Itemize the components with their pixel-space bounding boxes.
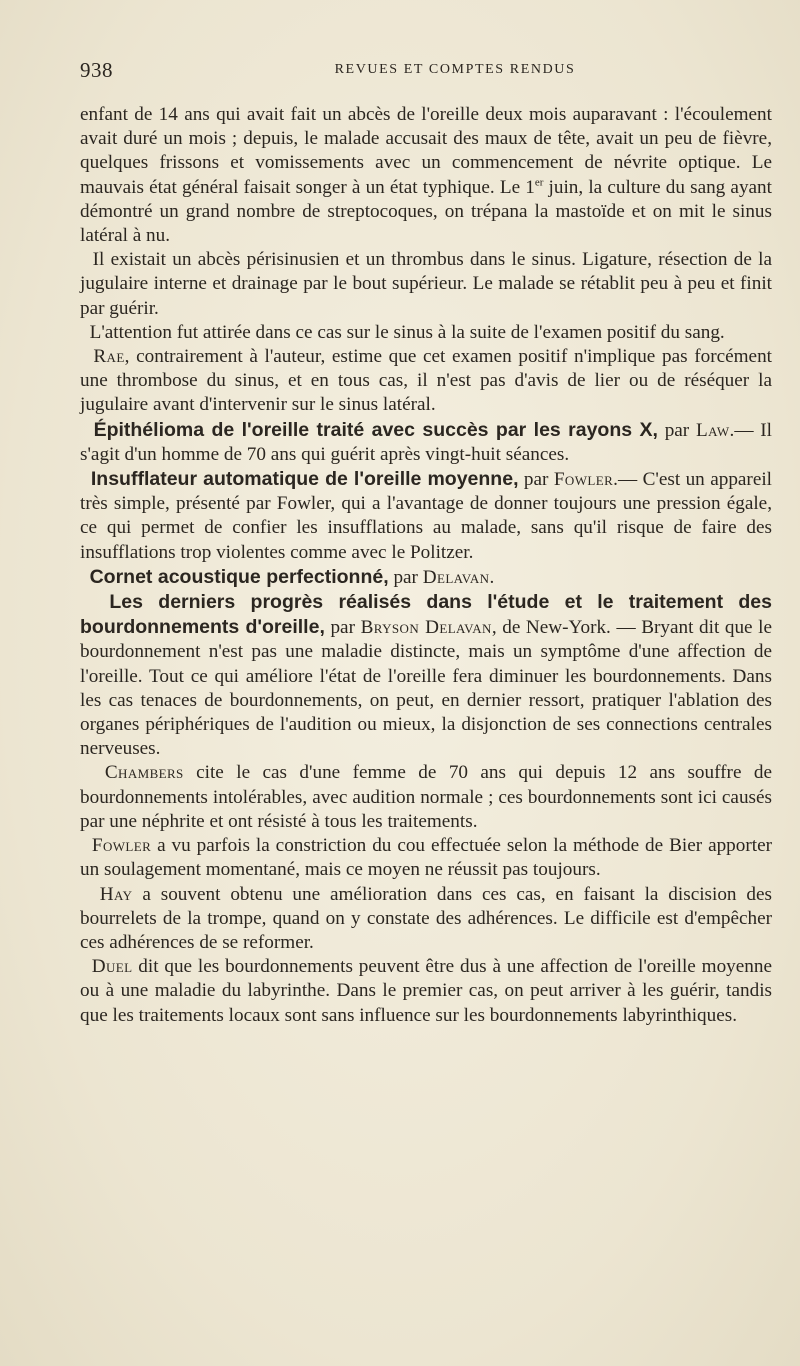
paragraph-text: par [518, 469, 554, 491]
paragraph-9 [80, 761, 772, 834]
author-name: Duel [91, 956, 133, 978]
paragraph-text: enfant de 14 ans qui avait fait un abcès de l'oreille deux mois auparavant : l'écoulement avait duré un mois ; depuis, le malade accusait des maux de tête, avait un peu de fièvre, quelques frissons et vomissements avec un commencement de névrite optique. Le mauvais état général faisait songer à un état typhique. Le 1 [80, 104, 772, 198]
author-name: Delavan [422, 566, 490, 588]
running-head: REVUES ET COMPTES RENDUS [334, 62, 576, 77]
paragraph-text: cite le cas d'une femme de 70 ans qui depuis 12 ans souffre de bourdonnements intolérables, avec audition normale ; ces bourdonnements sont ici causés par une néphrite et ont résisté à tous les traitements. [80, 762, 772, 832]
section-title: Épithélioma de l'oreille traité avec succès par les rayons X, [93, 418, 658, 441]
section-title: Insufflateur automatique de l'oreille moyenne, [90, 468, 519, 491]
author-name: Rae [93, 346, 125, 368]
paragraph-text: . [489, 566, 495, 588]
paragraph-10 [80, 834, 772, 882]
paragraph-7 [80, 565, 772, 590]
author-name: Fowler [553, 469, 614, 491]
author-name: Law [695, 419, 730, 441]
author-name: Fowler [91, 835, 152, 857]
paragraph-text: par [324, 617, 361, 639]
paragraph-3 [80, 321, 772, 345]
paragraph-text: juin, la culture du sang ayant démontré un grand nombre de streptocoques, on trépana la mastoïde et on mit le sinus latéral à nu. [80, 176, 772, 247]
paragraph-text: Il existait un abcès périsinusien et un thrombus dans le sinus. Ligature, résection de la jugulaire interne et drainage par le bout supérieur. Le malade se rétablit peu à peu et finit par guérir. [80, 249, 773, 319]
paragraph-1 [80, 103, 772, 248]
paragraph-text: par [388, 566, 423, 588]
paragraph-text: .— Il s'agit d'un homme de 70 ans qui guérit après vingt-huit séances. [80, 419, 773, 465]
paragraph-text: .— C'est un appareil très simple, présenté par Fowler, qui a l'avantage de donner toujours une pression égale, ce qui permet de confier les insufflations au malade, sans qu'il risque de faire des insufflations trop violentes comme avec le Politzer. [80, 469, 772, 563]
author-name: Hay [99, 883, 133, 905]
paragraph-text: L'attention fut attirée dans ce cas sur le sinus à la suite de l'examen positif du sang. [89, 321, 725, 343]
author-name: Chambers [104, 762, 184, 784]
paragraph-2 [80, 248, 772, 321]
paragraph-11 [80, 883, 772, 956]
section-title: Cornet acoustique perfectionné, [89, 565, 389, 588]
author-name: Bryson Delavan [360, 617, 492, 639]
page-header [80, 58, 770, 88]
paragraph-6 [80, 467, 772, 565]
paragraph-text: , contrairement à l'auteur, estime que cet examen positif n'implique pas forcément une thrombose du sinus, et en tous cas, il n'est pas d'avis de lier ou de réséquer la jugulaire avant d'intervenir sur le sinus latéral. [80, 346, 772, 416]
paragraph-5 [80, 418, 772, 467]
paragraph-text: a souvent obtenu une amélioration dans ces cas, en faisant la discision des bourrelets de la trompe, quand on y constate des adhérences. Le difficile est d'empêcher ces adhérences de se reformer. [80, 883, 772, 953]
paragraph-text: dit que les bourdonnements peuvent être dus à une affection de l'oreille moyenne ou à une maladie du labyrinthe. Dans le premier cas, on peut arriver à les guérir, tandis que les traitements locaux sont sans influence sur les bourdonnements labyrinthiques. [80, 956, 772, 1026]
body-text [80, 103, 772, 1028]
paragraph-text: , de New-York. — Bryant dit que le bourdonnement n'est pas une maladie distincte, mais un symptôme d'une affection de l'oreille. Tout ce qui améliore l'état de l'oreille fera diminuer les bourdonnements. Dans les cas tenaces de bourdonnements, on peut, en dernier ressort, pratiquer l'ablation des organes périphériques de l'audition ou mieux, la disjonction de ses connections centrales nerveuses. [80, 617, 773, 760]
section-title: Les derniers progrès réalisés dans l'étude et le traitement des bourdonnements d'oreille, [80, 591, 772, 639]
paragraph-4 [80, 345, 772, 418]
page-number: 938 [80, 58, 113, 82]
superscript: er [534, 176, 544, 189]
paragraph-text: a vu parfois la constriction du cou effectuée selon la méthode de Bier apporter un soulagement momentané, mais ce moyen ne réussit pas toujours. [80, 835, 772, 881]
paragraph-text: par [657, 419, 696, 441]
paragraph-12 [80, 955, 772, 1028]
paragraph-8 [80, 590, 772, 761]
